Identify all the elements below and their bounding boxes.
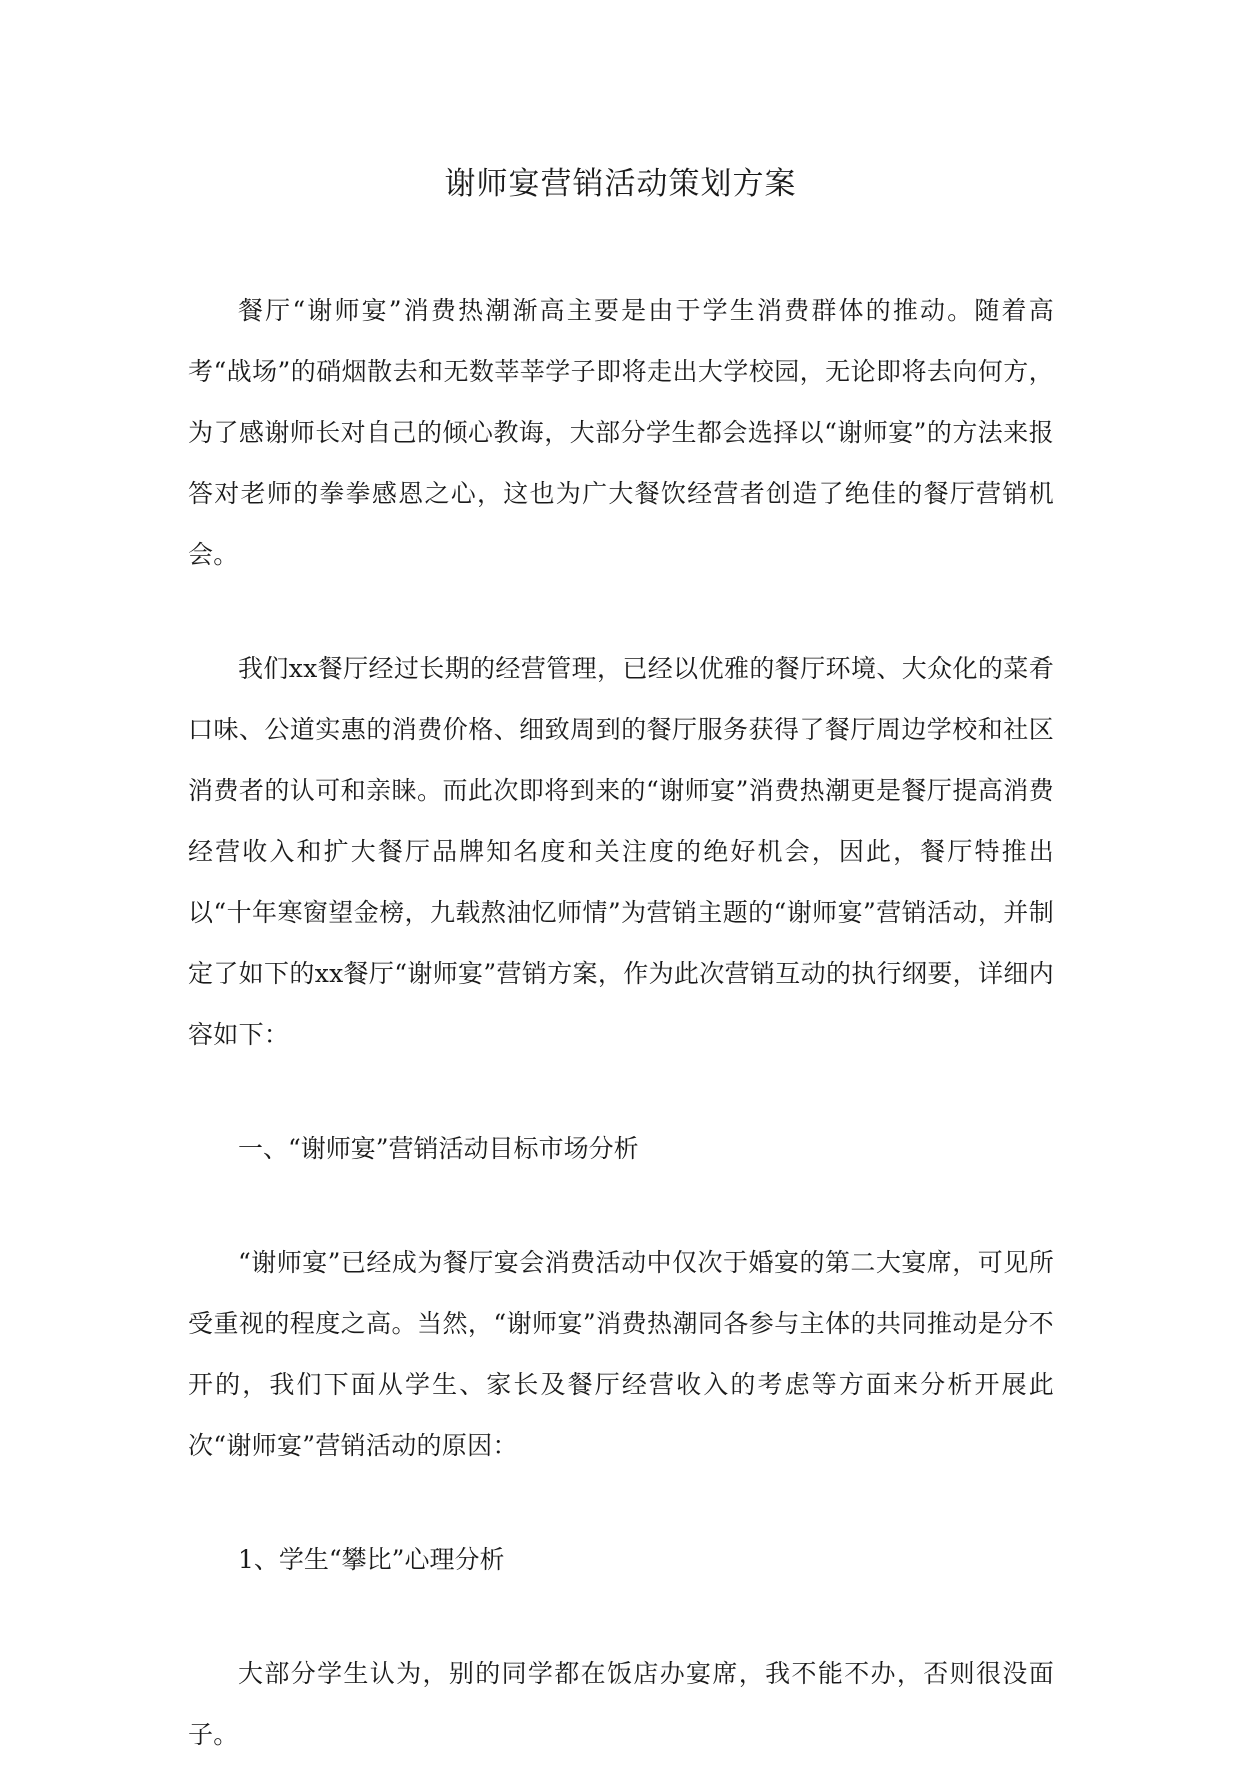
section-heading-market-analysis: 一、“谢师宴”营销活动目标市场分析 <box>238 1134 639 1163</box>
subsection-heading-student-psychology: 1、学生“攀比”心理分析 <box>238 1545 505 1574</box>
paragraph-gap <box>188 1179 1054 1232</box>
paragraph-gap <box>188 1065 1054 1118</box>
paragraph-market-analysis: “谢师宴”已经成为餐厅宴会消费活动中仅次于婚宴的第二大宴席，可见所受重视的程度之高。当然，“谢师宴”消费热潮同各参与主体的共同推动是分不开的，我们下面从学生、家长及餐厅经营收入的考虑等方面来分析开展此次“谢师宴”营销活动的原因： <box>188 1248 1054 1460</box>
paragraph-student-psychology: 大部分学生认为，别的同学都在饭店办宴席，我不能不办，否则很没面子。 <box>188 1659 1054 1749</box>
paragraph-gap <box>188 1476 1054 1529</box>
paragraph-gap <box>188 1590 1054 1643</box>
paragraph-restaurant-plan: 我们xx餐厅经过长期的经营管理，已经以优雅的餐厅环境、大众化的菜肴口味、公道实惠的消费价格、细致周到的餐厅服务获得了餐厅周边学校和社区消费者的认可和亲睐。而此次即将到来的“谢师宴”消费热潮更是餐厅提高消费经营收入和扩大餐厅品牌知名度和关注度的绝好机会，因此，餐厅特推出以“十年寒窗望金榜，九载熬油忆师情”为营销主题的“谢师宴”营销活动，并制定了如下的xx餐厅“谢师宴”营销方案，作为此次营销互动的执行纲要，详细内容如下： <box>188 654 1054 1049</box>
document-body <box>188 280 1054 1765</box>
document-title: 谢师宴营销活动策划方案 <box>444 166 797 202</box>
paragraph-gap <box>188 585 1054 638</box>
paragraph-intro: 餐厅“谢师宴”消费热潮渐高主要是由于学生消费群体的推动。随着高考“战场”的硝烟散去和无数莘莘学子即将走出大学校园，无论即将去向何方，为了感谢师长对自己的倾心教诲，大部分学生都会选择以“谢师宴”的方法来报答对老师的拳拳感恩之心，这也为广大餐饮经营者创造了绝佳的餐厅营销机会。 <box>188 296 1054 569</box>
